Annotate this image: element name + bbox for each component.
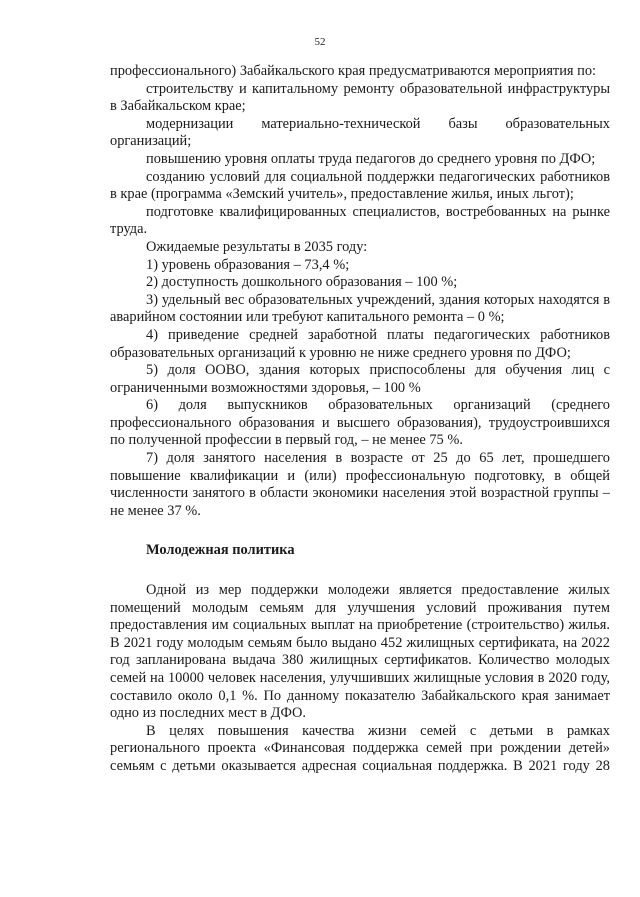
section-heading: Молодежная политика bbox=[146, 542, 295, 559]
result-item: 5) доля ООВО, здания которых приспособлены для обучения лиц с ограниченными возможностями здоровья, – 100 % bbox=[110, 362, 610, 396]
result-item: 7) доля занятого населения в возрасте от 25 до 65 лет, прошедшего повышение квалификации и (или) профессиональную подготовку, в общей численности занятого в области экономики населения этой возрастной группы – не менее 37 %. bbox=[110, 450, 610, 519]
result-item: 6) доля выпускников образовательных организаций (среднего профессионального образования и высшего образования), трудоустроившихся по полученной профессии в первый год, – не менее 75 %. bbox=[110, 397, 610, 449]
result-item: 4) приведение средней заработной платы педагогических работников образовательных организаций к уровню не ниже среднего уровня по ДФО; bbox=[110, 326, 610, 361]
paragraph: В целях повышения качества жизни семей с детьми в рамках регионального проекта «Финансовая поддержка семей при рождении детей» семьям с детьми оказывается адресная социальная поддержка. В 2021 году 28 bbox=[110, 722, 610, 774]
result-item: 2) доступность дошкольного образования – 100 %; bbox=[146, 274, 458, 291]
list-item: модернизации материально-технической базы образовательных организаций; bbox=[110, 115, 610, 150]
paragraph: Одной из мер поддержки молодежи является предоставление жилых помещений молодым семьям для улучшения условий проживания путем предоставления им социальных выплат на приобретение (строительство) жилья. В 2021 году молодым семьям было выдано 452 жилищных сертификата, на 2022 год запланирована выдача 380 жилищных сертификатов. Количество молодых семей на 10000 человек населения, улучшивших жилищные условия в 2020 году, составило около 0,1 %. По данному показателю Забайкальского края занимает одно из последних мест в ДФО. bbox=[110, 582, 610, 722]
result-item: 1) уровень образования – 73,4 %; bbox=[146, 256, 350, 273]
document-body bbox=[110, 63, 610, 776]
list-item: строительству и капитальному ремонту образовательной инфраструктуры в Забайкальском крае; bbox=[110, 80, 610, 115]
result-item: 3) удельный вес образовательных учреждений, здания которых находятся в аварийном состоянии или требуют капитального ремонта – 0 %; bbox=[110, 291, 610, 326]
list-item: повышению уровня оплаты труда педагогов до среднего уровня по ДФО; bbox=[146, 150, 596, 167]
paragraph: профессионального) Забайкальского края предусматриваются мероприятия по: bbox=[110, 63, 597, 79]
page-number: 52 bbox=[314, 36, 326, 48]
list-item: подготовке квалифицированных специалистов, востребованных на рынке труда. bbox=[110, 203, 610, 238]
spacer bbox=[110, 520, 610, 542]
spacer bbox=[110, 560, 610, 582]
paragraph: Ожидаемые результаты в 2035 году: bbox=[146, 238, 368, 255]
list-item: созданию условий для социальной поддержки педагогических работников в крае (программа «Земский учитель», предоставление жилья, иных льгот); bbox=[110, 168, 610, 203]
